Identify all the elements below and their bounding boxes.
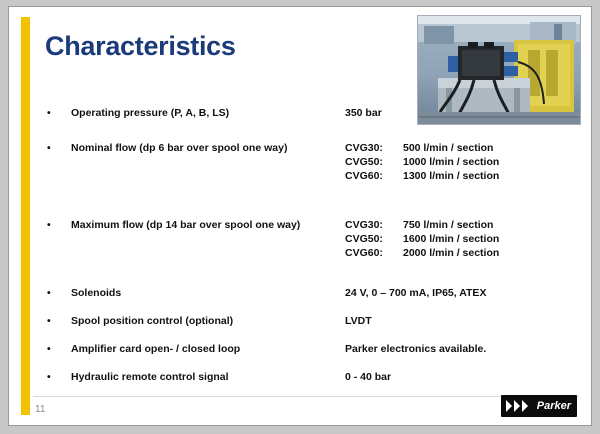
list-item-value: 24 V, 0 – 700 mA, IP65, ATEX — [345, 287, 487, 299]
list-item-subline — [345, 247, 499, 260]
list-item-label: Amplifier card open- / closed loop — [71, 343, 241, 355]
footer-divider — [33, 396, 579, 397]
model-code: CVG50: — [345, 156, 383, 168]
bullet-icon: • — [47, 287, 51, 299]
model-value: 500 l/min / section — [403, 142, 494, 154]
list-item-value: 350 bar — [345, 107, 382, 119]
page-title: Characteristics — [45, 31, 236, 61]
logo-text: Parker — [536, 400, 571, 412]
bullet-icon: • — [47, 107, 51, 119]
model-value: 750 l/min / section — [403, 219, 494, 231]
list-item-label: Nominal flow (dp 6 bar over spool one way) — [71, 142, 288, 154]
bullet-icon: • — [47, 371, 51, 383]
model-code: CVG60: — [345, 247, 383, 259]
bullet-icon: • — [47, 219, 51, 231]
page-number: 11 — [35, 404, 46, 415]
list-item-label: Hydraulic remote control signal — [71, 371, 229, 383]
list-item-label: Operating pressure (P, A, B, LS) — [71, 107, 230, 119]
model-value: 1300 l/min / section — [403, 170, 500, 182]
list-item-subline — [345, 233, 499, 246]
list-item-label: Solenoids — [71, 287, 122, 299]
list-item-value: 0 - 40 bar — [345, 371, 392, 383]
model-value: 1000 l/min / section — [403, 156, 500, 168]
parker-logo — [501, 395, 577, 417]
list-item-value: Parker electronics available. — [345, 343, 487, 355]
model-code: CVG30: — [345, 219, 383, 231]
slide — [8, 6, 592, 426]
accent-bar — [21, 17, 30, 415]
model-code: CVG60: — [345, 170, 383, 182]
list-item-subline — [345, 156, 499, 169]
list-item-subline — [345, 170, 499, 183]
list-item-subline — [345, 219, 493, 232]
list-item-value: LVDT — [345, 315, 372, 327]
model-value: 1600 l/min / section — [403, 233, 500, 245]
model-code: CVG30: — [345, 142, 383, 154]
list-item-label: Maximum flow (dp 14 bar over spool one way) — [71, 219, 301, 231]
bullet-icon: • — [47, 343, 51, 355]
bullet-icon: • — [47, 142, 51, 154]
valve-photo — [417, 15, 581, 125]
model-code: CVG50: — [345, 233, 383, 245]
bullet-icon: • — [47, 315, 51, 327]
model-value: 2000 l/min / section — [403, 247, 500, 259]
list-item-subline — [345, 142, 493, 155]
list-item-label: Spool position control (optional) — [71, 315, 234, 327]
